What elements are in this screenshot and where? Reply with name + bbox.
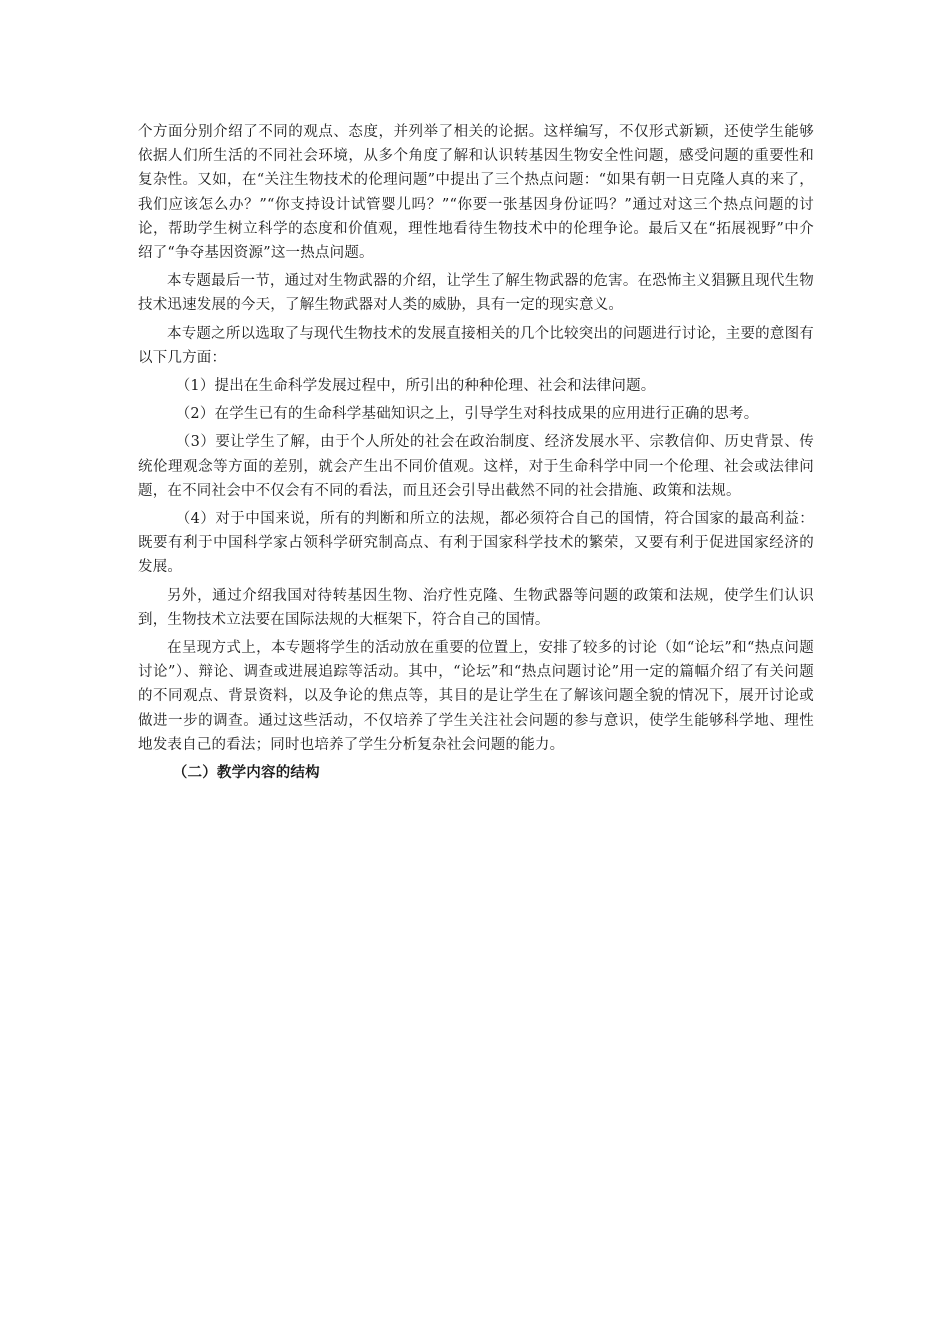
document-body <box>138 120 814 789</box>
paragraph-biological-weapons: 本专题最后一节，通过对生物武器的介绍，让学生了解生物武器的危害。在恐怖主义猖獗且现代生物技术迅速发展的今天，了解生物武器对人类的威胁，具有一定的现实意义。 <box>138 273 814 314</box>
paragraph-presentation: 在呈现方式上，本专题将学生的活动放在重要的位置上，安排了较多的讨论（如“论坛”和“热点问题讨论”）、辩论、调查或进展追踪等活动。其中，“论坛”和“热点问题讨论”用一定的篇幅介绍了有关问题的不同观点、背景资料，以及争论的焦点等，其目的是让学生在了解该问题全貌的情况下，展开讨论或做进一步的调查。通过这些活动，不仅培养了学生关注社会问题的参与意识，使学生能够科学地、理性地发表自己的看法；同时也培养了学生分析复杂社会问题的能力。 <box>138 640 814 753</box>
paragraph-policy: 另外，通过介绍我国对待转基因生物、治疗性克隆、生物武器等问题的政策和法规，使学生们认识到，生物技术立法要在国际法规的大框架下，符合自己的国情。 <box>138 587 814 628</box>
list-item-2: （2）在学生已有的生命科学基础知识之上，引导学生对科技成果的应用进行正确的思考。 <box>175 406 759 423</box>
list-item-4: （4）对于中国来说，所有的判断和所立的法规，都必须符合自己的国情，符合国家的最高利益：既要有利于中国科学家占领科学研究制高点、有利于国家科学技术的繁荣，又要有利于促进国家经济的发展。 <box>138 511 814 576</box>
paragraph-intentions-intro: 本专题之所以选取了与现代生物技术的发展直接相关的几个比较突出的问题进行讨论，主要的意图有以下几方面： <box>138 325 814 366</box>
section-heading: （二）教学内容的结构 <box>172 764 320 782</box>
paragraph-continuation: 个方面分别介绍了不同的观点、态度，并列举了相关的论据。这样编写，不仅形式新颖，还使学生能够依据人们所生活的不同社会环境，从多个角度了解和认识转基因生物安全性问题，感受问题的重要性和复杂性。又如，在“关注生物技术的伦理问题”中提出了三个热点问题：“如果有朝一日克隆人真的来了，我们应该怎么办？”“你支持设计试管婴儿吗？”“你要一张基因身份证吗？”通过对这三个热点问题的讨论，帮助学生树立科学的态度和价值观，理性地看待生物技术中的伦理争论。最后又在“拓展视野”中介绍了“争夺基因资源”这一热点问题。 <box>138 124 814 262</box>
list-item-3: （3）要让学生了解，由于个人所处的社会在政治制度、经济发展水平、宗教信仰、历史背景、传统伦理观念等方面的差别，就会产生出不同价值观。这样，对于生命科学中同一个伦理、社会或法律问题，在不同社会中不仅会有不同的看法，而且还会引导出截然不同的社会措施、政策和法规。 <box>138 434 814 499</box>
list-item-1: （1）提出在生命科学发展过程中，所引出的种种伦理、社会和法律问题。 <box>175 378 656 395</box>
